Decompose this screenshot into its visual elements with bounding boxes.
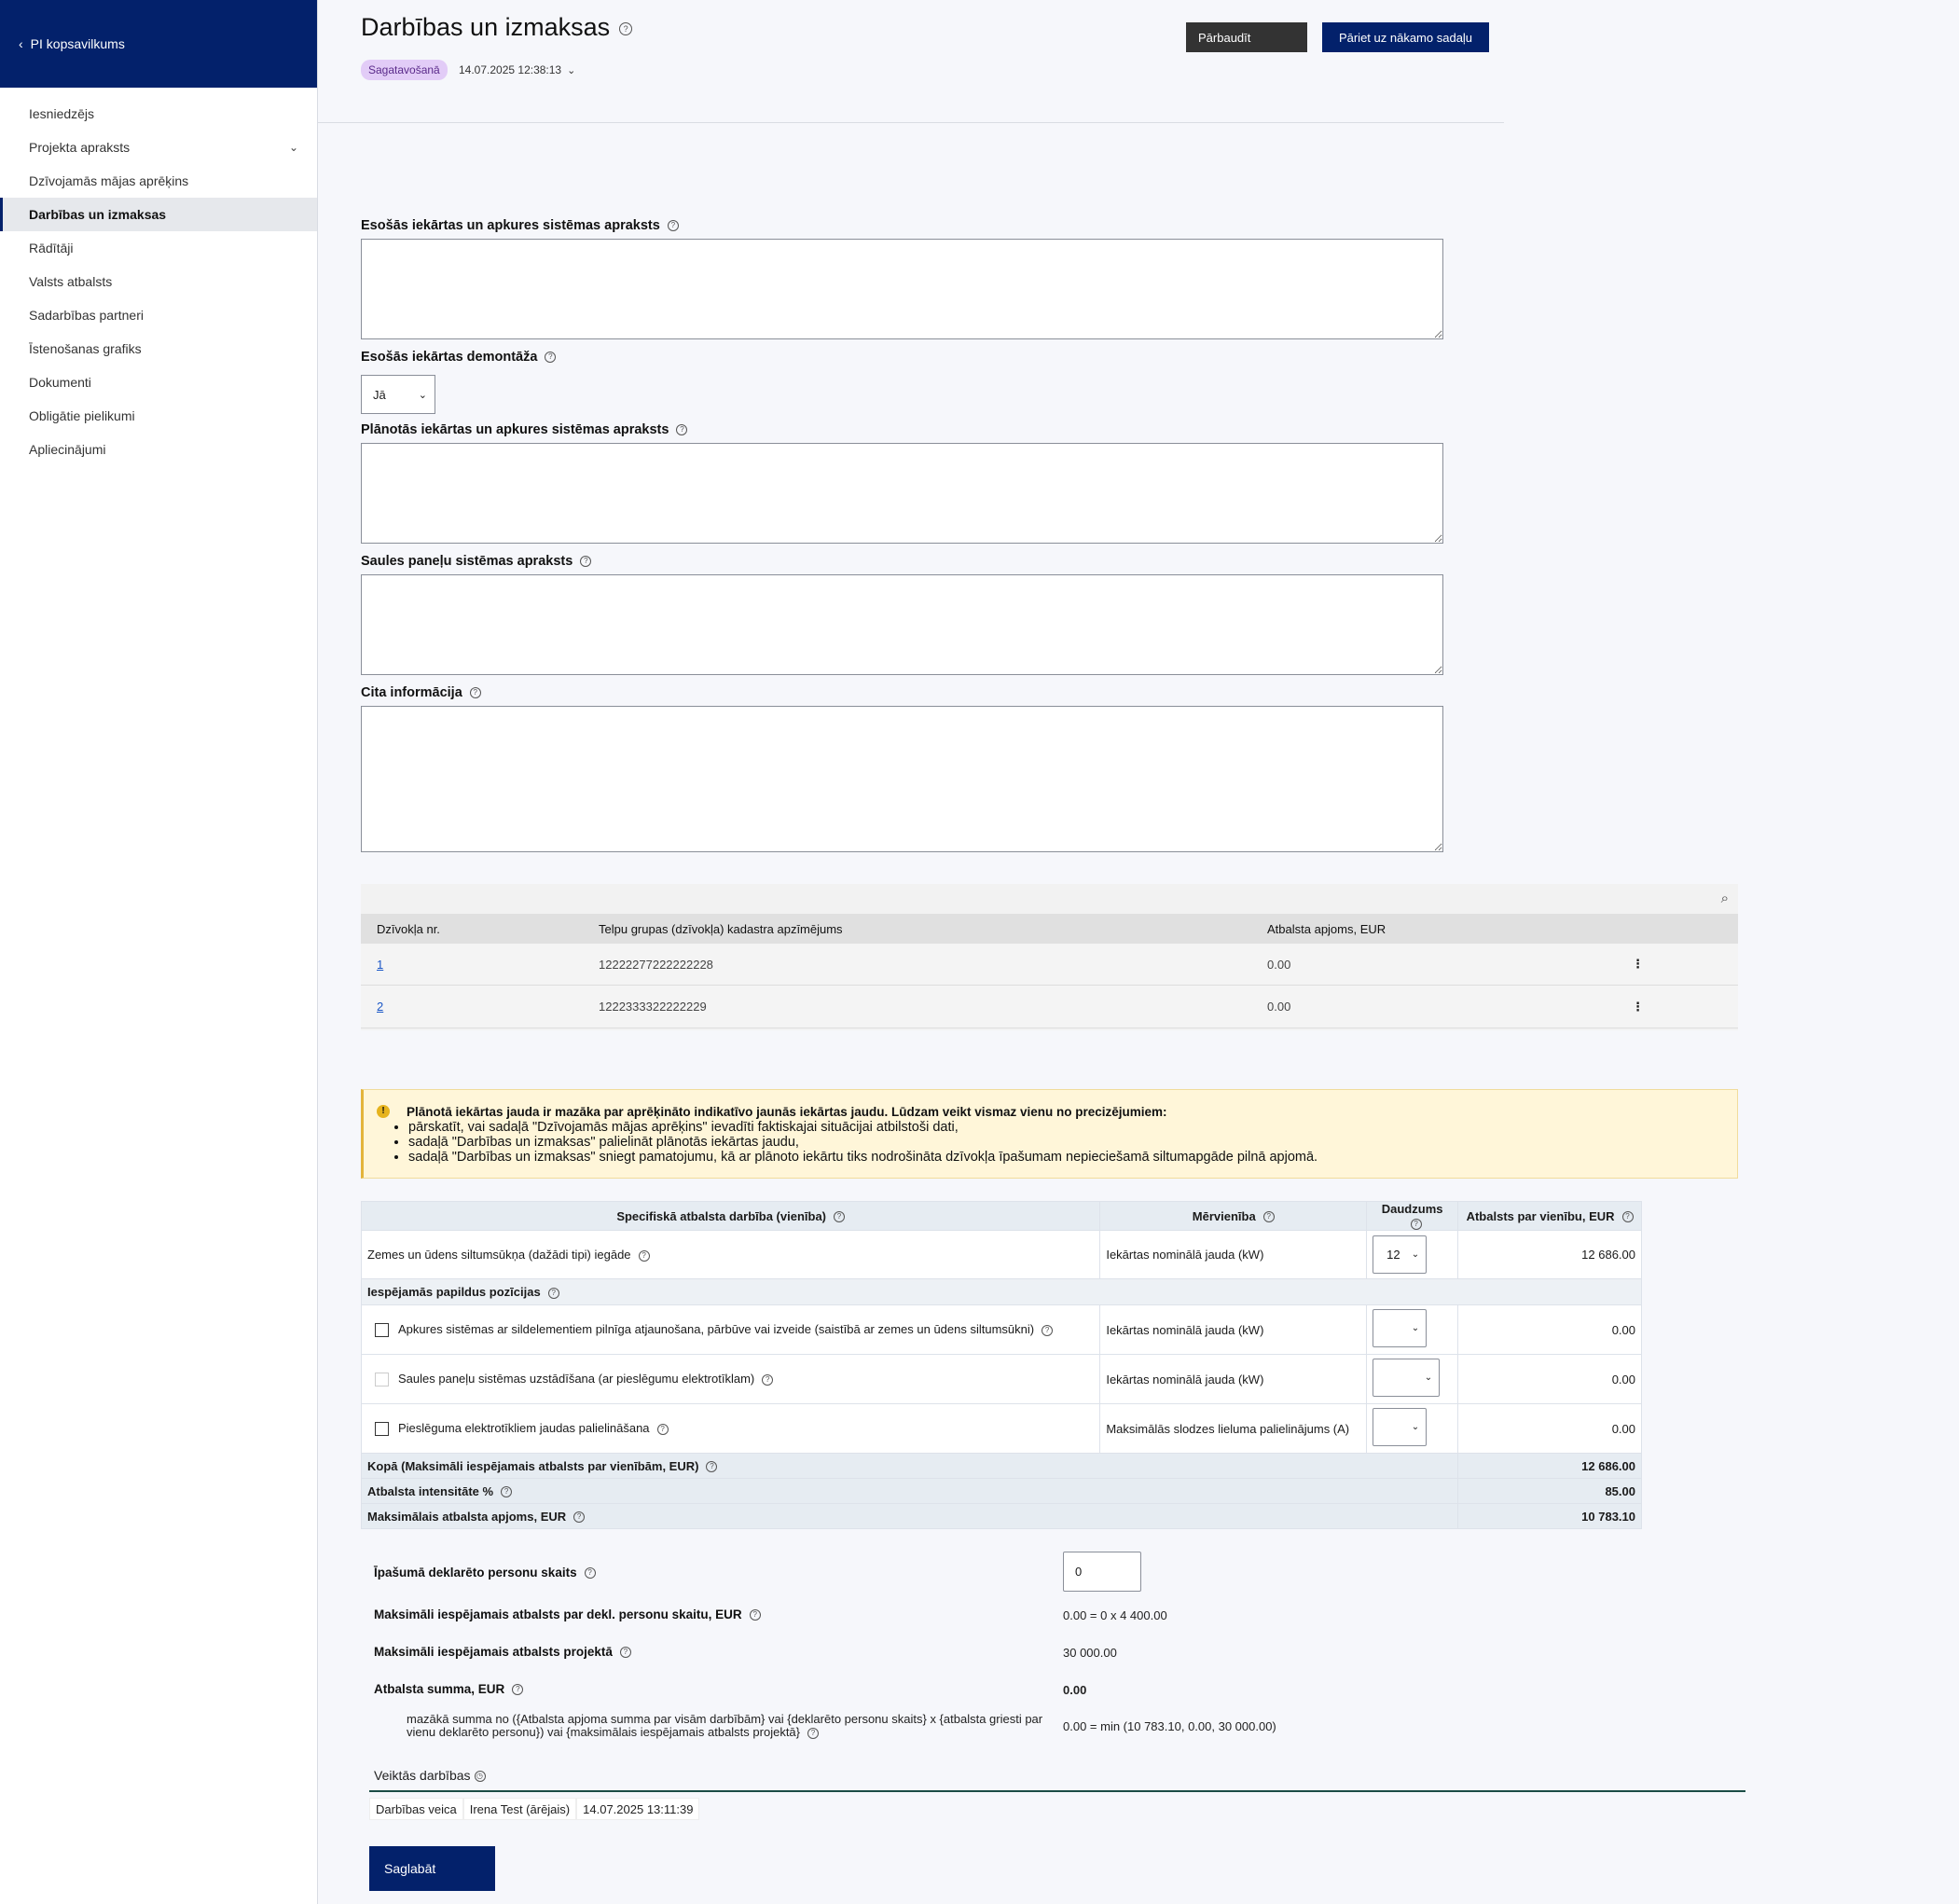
intensity-label: Atbalsta intensitāte % bbox=[367, 1483, 494, 1498]
cadastre-cell: 1222333322222229 bbox=[599, 1000, 707, 1014]
max-support-value: 10 783.10 bbox=[1458, 1504, 1642, 1529]
existing-desc-label-text: Esošās iekārtas un apkures sistēmas apraksts bbox=[361, 218, 660, 233]
warning-item: • sadaļā "Darbības un izmaksas" sniegt pamatojumu, kā ar plānoto iekārtu tiks nodrošināta dzīvokļa īpašumam nepieciešamā siltumapgāde pilnā apjomā. bbox=[408, 1150, 1317, 1165]
more-vert-icon[interactable]: ⋮ bbox=[1632, 999, 1644, 1014]
help-icon[interactable]: ? bbox=[573, 1511, 585, 1523]
existing-desc-textarea[interactable] bbox=[361, 239, 1443, 339]
existing-desc-label bbox=[361, 218, 679, 233]
total-row bbox=[362, 1454, 1642, 1479]
table-row bbox=[362, 1231, 1642, 1279]
max-project-value: 30 000.00 bbox=[1063, 1646, 1117, 1660]
activity-cell bbox=[362, 1404, 1100, 1454]
divider bbox=[318, 122, 1504, 123]
qty-cell bbox=[1367, 1404, 1458, 1454]
dismantle-label bbox=[361, 350, 556, 365]
formula-note bbox=[407, 1713, 1050, 1739]
dismantle-select[interactable] bbox=[361, 375, 435, 414]
sidebar-item-valsts-atbalsts[interactable]: Valsts atbalsts bbox=[29, 274, 113, 289]
unit-cell: Iekārtas nominālā jauda (kW) bbox=[1100, 1355, 1367, 1404]
total-label: Kopā (Maksimāli iespējamais atbalsts par vienībām, EUR) bbox=[367, 1458, 699, 1473]
sidebar-item-raditaji[interactable]: Rādītāji bbox=[29, 241, 74, 255]
sidebar-item-majas-aprekins[interactable]: Dzīvojamās mājas aprēķins bbox=[29, 173, 189, 188]
more-vert-icon[interactable]: ⋮ bbox=[1632, 957, 1644, 971]
actions-title-text: Veiktās darbības bbox=[374, 1768, 471, 1783]
back-to-summary-link[interactable] bbox=[0, 0, 317, 88]
column-header bbox=[1458, 1202, 1642, 1231]
help-icon[interactable]: ? bbox=[657, 1424, 669, 1435]
quantity-select[interactable] bbox=[1373, 1235, 1427, 1274]
quantity-select[interactable] bbox=[1373, 1359, 1440, 1397]
help-icon[interactable]: ? bbox=[585, 1567, 596, 1579]
sidebar-item-label: Projekta apraksts bbox=[29, 140, 131, 155]
planned-desc-label-text: Plānotās iekārtas un apkures sistēmas apraksts bbox=[361, 422, 669, 437]
sidebar-item-projekta-apraksts[interactable] bbox=[0, 131, 317, 164]
optional-checkbox[interactable] bbox=[375, 1323, 389, 1337]
help-icon[interactable]: ? bbox=[834, 1211, 845, 1222]
formula-note-text: mazākā summa no ({Atbalsta apjoma summa par visām darbībām} vai {deklarēto personu skaits} x {atbalsta griesti par vienu deklarēto personu}) vai {maksimālais iespējamais atbalsts projektā} bbox=[407, 1712, 1043, 1739]
solar-desc-textarea[interactable] bbox=[361, 574, 1443, 675]
column-header-text: Specifiskā atbalsta darbība (vienība) bbox=[616, 1208, 827, 1223]
max-project-label-text: Maksimāli iespējamais atbalsts projektā bbox=[374, 1645, 613, 1659]
warning-item: • pārskatīt, vai sadaļā "Dzīvojamās mājas aprēķins" ievadīti faktiskajai situācijai atbilstoši dati, bbox=[408, 1120, 1317, 1135]
quantity-select[interactable] bbox=[1373, 1408, 1427, 1446]
max-project-label bbox=[374, 1645, 631, 1659]
sum-label bbox=[374, 1682, 523, 1696]
table-row bbox=[361, 986, 1738, 1028]
help-icon[interactable]: ? bbox=[639, 1250, 650, 1262]
column-header: Telpu grupas (dzīvokļa) kadastra apzīmējums bbox=[599, 921, 843, 936]
total-label-cell bbox=[362, 1454, 1458, 1479]
help-icon[interactable]: ? bbox=[580, 556, 591, 567]
unit-cell: Iekārtas nominālā jauda (kW) bbox=[1100, 1305, 1367, 1355]
chevron-down-icon: ⌄ bbox=[1411, 1249, 1420, 1260]
chevron-down-icon: ⌄ bbox=[418, 389, 427, 401]
performed-by: Irena Test (ārējais) bbox=[463, 1798, 576, 1820]
support-table bbox=[361, 1201, 1642, 1529]
sidebar-nav bbox=[0, 97, 317, 466]
warning-title: Plānotā iekārtas jauda ir mazāka par aprēķināto indikatīvo jaunās iekārtas jaudu. Lūdzam veikt vismaz vienu no precizējumiem: bbox=[407, 1105, 1167, 1119]
help-icon[interactable]: ? bbox=[676, 424, 687, 435]
intensity-row bbox=[362, 1479, 1642, 1504]
activity-text: Saules paneļu sistēmas uzstādīšana (ar pieslēgumu elektrotīklam) bbox=[398, 1371, 755, 1386]
optional-title-text: Iespējamās papildus pozīcijas bbox=[367, 1285, 541, 1299]
help-icon[interactable]: ? bbox=[619, 22, 632, 35]
chevron-down-icon: ⌄ bbox=[567, 65, 576, 76]
value-cell: 0.00 bbox=[1458, 1404, 1642, 1454]
sidebar-item-iesniedzejs[interactable]: Iesniedzējs bbox=[29, 106, 95, 121]
help-icon[interactable]: ? bbox=[1263, 1211, 1275, 1222]
qty-cell bbox=[1367, 1355, 1458, 1404]
help-icon[interactable]: ? bbox=[706, 1461, 717, 1472]
save-button[interactable]: Saglabāt bbox=[369, 1846, 495, 1891]
help-icon[interactable]: ? bbox=[470, 687, 481, 698]
value-cell: 0.00 bbox=[1458, 1305, 1642, 1355]
activity-cell bbox=[362, 1231, 1100, 1279]
qty-cell bbox=[1367, 1231, 1458, 1279]
activity-text: Pieslēguma elektrotīkliem jaudas palielināšana bbox=[398, 1420, 650, 1435]
warning-icon: ! bbox=[377, 1105, 390, 1118]
activity-text: Zemes un ūdens siltumsūkņa (dažādi tipi) iegāde bbox=[367, 1248, 631, 1262]
divider bbox=[369, 1790, 1745, 1792]
sidebar-item-apliecinajumi[interactable]: Apliecinājumi bbox=[29, 442, 106, 457]
main-content bbox=[318, 0, 1959, 1904]
table-row bbox=[362, 1404, 1642, 1454]
table-row bbox=[362, 1355, 1642, 1404]
amount-cell: 0.00 bbox=[1267, 957, 1291, 972]
persons-label bbox=[374, 1566, 596, 1580]
column-header bbox=[1100, 1202, 1367, 1231]
sidebar bbox=[0, 0, 318, 1904]
other-info-textarea[interactable] bbox=[361, 706, 1443, 852]
chevron-down-icon: ⌄ bbox=[1411, 1422, 1420, 1432]
unit-cell: Iekārtas nominālā jauda (kW) bbox=[1100, 1231, 1367, 1279]
intensity-value: 85.00 bbox=[1458, 1479, 1642, 1504]
formula-value: 0.00 = min (10 783.10, 0.00, 30 000.00) bbox=[1063, 1719, 1276, 1733]
sidebar-item-darbibas[interactable]: Darbības un izmaksas bbox=[0, 198, 317, 231]
value-cell: 12 686.00 bbox=[1458, 1231, 1642, 1279]
optional-title-cell bbox=[362, 1279, 1642, 1305]
activity-cell bbox=[362, 1305, 1100, 1355]
version-selector[interactable] bbox=[459, 63, 575, 76]
page-title-text: Darbības un izmaksas bbox=[361, 13, 611, 41]
planned-desc-textarea[interactable] bbox=[361, 443, 1443, 544]
column-header: Dzīvokļa nr. bbox=[377, 921, 440, 936]
column-header-text: Mērvienība bbox=[1192, 1208, 1256, 1223]
max-persons-label bbox=[374, 1607, 761, 1621]
quantity-value: 12 bbox=[1386, 1248, 1400, 1262]
other-info-label-text: Cita informācija bbox=[361, 685, 462, 700]
check-button[interactable]: Pārbaudīt bbox=[1186, 22, 1307, 52]
help-icon[interactable]: ? bbox=[1411, 1219, 1422, 1230]
sidebar-item-partneri[interactable]: Sadarbības partneri bbox=[29, 308, 144, 323]
help-icon[interactable]: ? bbox=[750, 1609, 761, 1621]
next-section-button[interactable]: Pāriet uz nākamo sadaļu bbox=[1322, 22, 1489, 52]
help-icon[interactable]: ? bbox=[545, 352, 556, 363]
chevron-down-icon: ⌄ bbox=[1411, 1323, 1420, 1333]
optional-section-header bbox=[362, 1279, 1642, 1305]
cadastre-cell: 12222277222222228 bbox=[599, 957, 713, 972]
warning-list bbox=[390, 1120, 1317, 1165]
qty-cell bbox=[1367, 1305, 1458, 1355]
sidebar-item-dokumenti[interactable]: Dokumenti bbox=[29, 375, 91, 390]
max-support-row bbox=[362, 1504, 1642, 1529]
table-row bbox=[362, 1305, 1642, 1355]
help-icon[interactable]: ? bbox=[668, 220, 679, 231]
other-info-label bbox=[361, 685, 481, 700]
planned-desc-label bbox=[361, 422, 687, 437]
solar-desc-label-text: Saules paneļu sistēmas apraksts bbox=[361, 554, 573, 569]
chevron-down-icon: ⌄ bbox=[1424, 1373, 1433, 1383]
column-header bbox=[1367, 1202, 1458, 1231]
quantity-select[interactable] bbox=[1373, 1309, 1427, 1347]
column-header: Atbalsta apjoms, EUR bbox=[1267, 921, 1386, 936]
max-support-label-cell bbox=[362, 1504, 1458, 1529]
help-icon[interactable]: ? bbox=[762, 1374, 773, 1386]
status-badge: Sagatavošanā bbox=[361, 60, 448, 80]
sum-value: 0.00 bbox=[1063, 1683, 1087, 1697]
column-header-text: Daudzums bbox=[1381, 1202, 1443, 1216]
optional-checkbox[interactable] bbox=[375, 1422, 389, 1436]
amount-cell: 0.00 bbox=[1267, 1000, 1291, 1014]
max-support-label: Maksimālais atbalsta apjoms, EUR bbox=[367, 1509, 567, 1524]
apartment-link[interactable]: 1 bbox=[377, 957, 384, 972]
chevron-left-icon: ‹ bbox=[19, 36, 23, 51]
actions-row bbox=[369, 1798, 699, 1820]
back-label: PI kopsavilkums bbox=[30, 36, 125, 51]
table-header bbox=[361, 914, 1738, 944]
help-icon[interactable]: ? bbox=[512, 1684, 523, 1695]
warning-item: • sadaļā "Darbības un izmaksas" palielināt plānotās iekārtas jaudu, bbox=[408, 1135, 1317, 1150]
search-icon[interactable]: ⌕ bbox=[1720, 890, 1729, 906]
dismantle-label-text: Esošās iekārtas demontāža bbox=[361, 350, 538, 365]
page-title bbox=[361, 13, 632, 42]
warning-alert bbox=[361, 1089, 1738, 1179]
activity-cell bbox=[362, 1355, 1100, 1404]
chevron-down-icon[interactable]: ⌄ bbox=[288, 141, 298, 154]
column-header-text: Atbalsts par vienību, EUR bbox=[1466, 1208, 1615, 1223]
performed-at: 14.07.2025 13:11:39 bbox=[576, 1798, 699, 1820]
intensity-label-cell bbox=[362, 1479, 1458, 1504]
sidebar-item-pielikumi[interactable]: Obligātie pielikumi bbox=[29, 408, 135, 423]
max-persons-label-text: Maksimāli iespējamais atbalsts par dekl. personu skaitu, EUR bbox=[374, 1607, 742, 1621]
performed-by-label: Darbības veica bbox=[369, 1798, 463, 1820]
help-icon[interactable]: ? bbox=[807, 1728, 819, 1739]
column-header bbox=[362, 1202, 1100, 1231]
timestamp-text: 14.07.2025 12:38:13 bbox=[459, 63, 562, 76]
table-row bbox=[361, 944, 1738, 986]
help-icon[interactable]: ? bbox=[501, 1486, 512, 1497]
max-persons-value: 0.00 = 0 x 4 400.00 bbox=[1063, 1608, 1167, 1622]
persons-label-text: Īpašumā deklarēto personu skaits bbox=[374, 1566, 577, 1580]
help-icon[interactable]: ? bbox=[548, 1288, 559, 1299]
total-value: 12 686.00 bbox=[1458, 1454, 1642, 1479]
sum-label-text: Atbalsta summa, EUR bbox=[374, 1682, 505, 1696]
dismantle-value: Jā bbox=[373, 387, 386, 402]
help-icon[interactable]: ? bbox=[1042, 1325, 1053, 1336]
unit-cell: Maksimālās slodzes lieluma palielinājums (A) bbox=[1100, 1404, 1367, 1454]
solar-desc-label bbox=[361, 554, 591, 569]
optional-checkbox[interactable] bbox=[375, 1373, 389, 1387]
activity-text: Apkures sistēmas ar sildelementiem pilnīga atjaunošana, pārbūve vai izveide (saistībā ar zemes un ūdens siltumsūkni) bbox=[398, 1321, 1035, 1336]
table-header bbox=[362, 1202, 1642, 1231]
help-icon[interactable]: ? bbox=[620, 1647, 631, 1658]
sidebar-item-grafiks[interactable]: Īstenošanas grafiks bbox=[29, 341, 142, 356]
apartments-table bbox=[361, 884, 1738, 1030]
clock-icon: ◷ bbox=[475, 1771, 486, 1782]
help-icon[interactable]: ? bbox=[1622, 1211, 1634, 1222]
apartment-link[interactable]: 2 bbox=[377, 1000, 384, 1014]
value-cell: 0.00 bbox=[1458, 1355, 1642, 1404]
actions-title bbox=[374, 1768, 486, 1783]
persons-input[interactable]: 0 bbox=[1063, 1552, 1141, 1592]
